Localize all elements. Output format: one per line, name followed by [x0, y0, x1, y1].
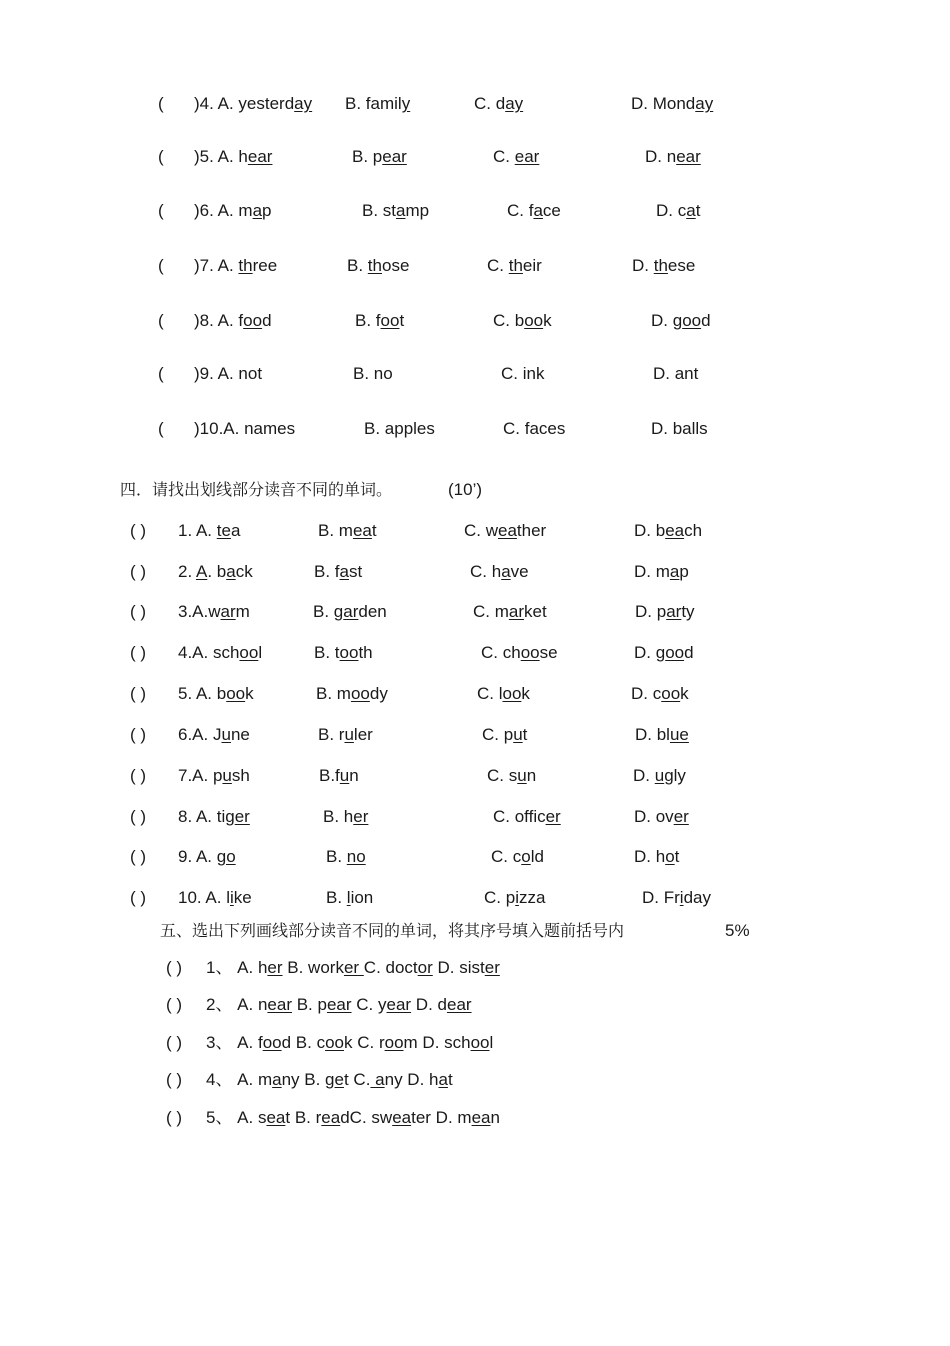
option-a: 10. A. like: [178, 888, 252, 907]
question-row: [0, 642, 950, 666]
option-d: D. cat: [656, 201, 701, 220]
option-d: D. blue: [635, 725, 689, 744]
option-b: B. garden: [313, 602, 387, 621]
answer-bracket: ( ): [130, 847, 147, 866]
answer-bracket: ( ): [166, 958, 183, 977]
question-text: 4、 A. many B. get C. any D. hat: [206, 1070, 453, 1089]
option-a: )9. A. not: [194, 364, 263, 383]
question-row: [0, 806, 950, 830]
option-a: 6.A. June: [178, 725, 250, 744]
option-b: B. ruler: [318, 725, 373, 744]
question-text: 3、 A. food B. cook C. room D. school: [206, 1033, 494, 1052]
option-d: D. good: [634, 643, 694, 662]
option-d: D. party: [635, 602, 695, 621]
option-a: )6. A. map: [194, 201, 272, 220]
option-d: D. near: [645, 147, 701, 166]
question-row: [0, 200, 950, 224]
section-4-score: (10’): [448, 480, 483, 499]
option-a: )7. A. three: [194, 256, 278, 275]
option-d: D. over: [634, 807, 689, 826]
option-c: C. face: [507, 201, 561, 220]
answer-bracket: ( ): [166, 1108, 183, 1127]
question-row: [0, 1107, 950, 1131]
answer-bracket: ( ): [166, 1070, 183, 1089]
option-b: B. apples: [364, 419, 435, 438]
question-text: 1、 A. her B. worker C. doctor D. sister: [206, 958, 500, 977]
option-b: B. stamp: [362, 201, 430, 220]
option-c: C. pizza: [484, 888, 546, 907]
answer-bracket: ( ): [130, 521, 147, 540]
answer-bracket: ( ): [130, 643, 147, 662]
question-row: [0, 93, 950, 117]
option-b: B. lion: [326, 888, 374, 907]
option-b: B. foot: [355, 311, 405, 330]
option-d: D. Friday: [642, 888, 711, 907]
option-b: B. pear: [352, 147, 407, 166]
question-row: [0, 1069, 950, 1093]
question-row: [0, 418, 950, 442]
option-d: D. map: [634, 562, 689, 581]
question-row: [0, 1032, 950, 1056]
option-c: C. put: [482, 725, 528, 744]
option-a: )4. A. yesterday: [194, 94, 313, 113]
option-b: B.fun: [319, 766, 359, 785]
question-row: [0, 601, 950, 625]
answer-bracket: (: [158, 94, 164, 113]
option-a: 1. A. tea: [178, 521, 241, 540]
option-d: D. ant: [653, 364, 699, 383]
option-a: 5. A. book: [178, 684, 254, 703]
answer-bracket: (: [158, 311, 164, 330]
option-b: B. her: [323, 807, 369, 826]
question-row: [0, 765, 950, 789]
option-c: C. market: [473, 602, 547, 621]
question-row: [0, 255, 950, 279]
option-c: C. their: [487, 256, 542, 275]
option-a: )5. A. hear: [194, 147, 273, 166]
option-b: B. family: [345, 94, 411, 113]
option-c: C. sun: [487, 766, 537, 785]
answer-bracket: (: [158, 201, 164, 220]
option-c: C. look: [477, 684, 530, 703]
option-c: C. officer: [493, 807, 561, 826]
option-c: C. day: [474, 94, 524, 113]
section-4-title-text: 四．请找出划线部分读音不同的单词。: [120, 480, 393, 499]
answer-bracket: ( ): [130, 807, 147, 826]
option-d: D. these: [632, 256, 696, 275]
section-5-title: 五、选出下列画线部分读音不同的单词，将其序号填入题前括号内: [160, 921, 625, 940]
option-c: C. choose: [481, 643, 558, 662]
option-c: C. weather: [464, 521, 547, 540]
answer-bracket: ( ): [130, 888, 147, 907]
question-text: 2、 A. near B. pear C. year D. dear: [206, 995, 472, 1014]
option-c: C. cold: [491, 847, 544, 866]
option-d: D. Monday: [631, 94, 714, 113]
option-c: C. faces: [503, 419, 566, 438]
answer-bracket: ( ): [130, 684, 147, 703]
option-a: 8. A. tiger: [178, 807, 250, 826]
answer-bracket: ( ): [166, 1033, 183, 1052]
answer-bracket: ( ): [130, 562, 147, 581]
option-b: B. fast: [314, 562, 363, 581]
option-d: D. cook: [631, 684, 689, 703]
option-d: D. good: [651, 311, 711, 330]
answer-bracket: ( ): [130, 766, 147, 785]
option-a: 7.A. push: [178, 766, 250, 785]
option-a: 4.A. school: [178, 643, 263, 662]
option-b: B. no: [326, 847, 366, 866]
option-b: B. tooth: [314, 643, 373, 662]
option-c: C. have: [470, 562, 529, 581]
question-row: [0, 683, 950, 707]
answer-bracket: ( ): [130, 725, 147, 744]
option-b: B. those: [347, 256, 410, 275]
answer-bracket: (: [158, 147, 164, 166]
question-row: [0, 724, 950, 748]
option-b: B. no: [353, 364, 393, 383]
option-b: B. meat: [318, 521, 377, 540]
question-row: [0, 846, 950, 870]
option-d: D. balls: [651, 419, 708, 438]
question-text: 5、 A. seat B. readC. sweater D. mean: [206, 1108, 500, 1127]
option-b: B. moody: [316, 684, 388, 703]
answer-bracket: ( ): [166, 995, 183, 1014]
option-d: D. beach: [634, 521, 703, 540]
option-c: C. book: [493, 311, 552, 330]
answer-bracket: ( ): [130, 602, 147, 621]
question-row: [0, 994, 950, 1018]
option-c: C. ink: [501, 364, 545, 383]
question-row: [0, 561, 950, 585]
question-row: [0, 887, 950, 911]
option-a: )10.A. names: [194, 419, 296, 438]
option-d: D. ugly: [633, 766, 686, 785]
section-5-score: 5%: [725, 921, 750, 940]
question-row: [0, 520, 950, 544]
option-a: 2. A. back: [178, 562, 253, 581]
answer-bracket: (: [158, 419, 164, 438]
question-row: [0, 363, 950, 387]
answer-bracket: (: [158, 364, 164, 383]
option-d: D. hot: [634, 847, 680, 866]
question-row: [0, 146, 950, 170]
answer-bracket: (: [158, 256, 164, 275]
option-a: )8. A. food: [194, 311, 272, 330]
section-4-title: [120, 479, 392, 501]
option-a: 3.A.warm: [178, 602, 250, 621]
option-a: 9. A. go: [178, 847, 236, 866]
question-row: [0, 310, 950, 334]
option-c: C. ear: [493, 147, 540, 166]
question-row: [0, 957, 950, 981]
